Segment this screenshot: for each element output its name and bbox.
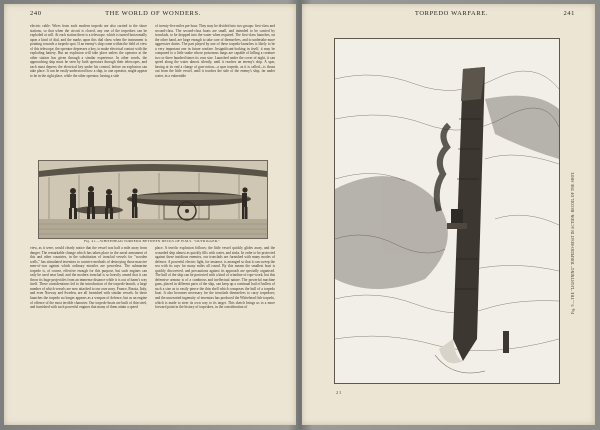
text-column-3	[30, 246, 147, 418]
right-page	[302, 4, 595, 425]
page-number: 240	[30, 10, 42, 17]
printer-signature: 2 I	[336, 390, 341, 395]
running-title: THE WORLD OF WONDERS.	[105, 10, 201, 17]
paragraph: electric cable. Wires from each modern torpedo are also carried to the shore stations, so that when the circuit is closed, any one of the torpedoes can be exploded at will. At each station there is a telescope, which is turned horizontally upon a kind of dial, and the marks upon this dial show when the instrument is pointing towards a torpedo spot. If an enemy's ship come within the field of view of this telescope, the operator depresses a key, to make electrical contact with the exploding battery. But an explosion will take place unless the operator at the other station has given through a similar experience. In other words, the approaching ship must be seen by both operators through their telescopes, and each must depress the electrical key under his control, before an explosion can take place. It can be easily understood how a ship, to one operator, might appear to be in the right place, while the other operator, having a side	[30, 24, 147, 79]
plate-caption	[562, 134, 574, 314]
plate-caption-text: Fig. 9.—THE "LIGHTNING" TORPEDO-BOAT IN ACTION: RECOIL OF THE SHOT.	[571, 171, 575, 314]
figure-caption: Fig. 41.—WHITEHEAD TORPEDO BETWEEN DECKS OF H.M.S. "OUTRIGGER."	[84, 239, 220, 243]
torpedo-boat-plate-illustration	[334, 38, 560, 384]
left-page-header	[30, 10, 276, 20]
left-page	[4, 4, 296, 425]
text-column-1	[30, 24, 147, 156]
text-column-4	[155, 246, 275, 418]
right-page-header	[328, 10, 575, 20]
running-title: TORPEDO WARFARE.	[414, 10, 489, 17]
torpedo-deck-illustration	[38, 160, 268, 239]
paragraph: view, as it were, would clearly notice that the vessel was half a mile away from danger. The remarkable change which has taken place in the naval armament of this and other countries, in the substitution of ironclad vessels for "wooden walls," has stimulated inventors to contrive methods of destroying those massive men-of-war against which ordinary missiles are powerless. The submarine torpedo is, of course, effective enough for this purpose, but such engines can only be used near land; and the modern ironclad is so heavily armed that it can throw its huge projectiles from an immense distance while it is out of harm's way itself. These considerations led to the introduction of the torpedo-launch, a large number of which vessels are now attached to our own navy. France, Russia, Italy, and even Norway and Sweden, are all furnished with similar vessels. In these launches the torpedo no longer appears as a weapon of defence, but as an engine of offence of the most terrible character. Our torpedo-boats are built of thin steel, and furnished with such powerful engines that many of them attain a speed	[30, 246, 147, 310]
page-number: 241	[563, 10, 575, 17]
paragraph: place. A terrific explosion follows; the little vessel quickly glides away, and the wounded ship almost as quickly fills with water, and sinks. In order to be protected against these insidious enemies, our ironclads are furnished with many modes of defence. A powerful electric light, for instance, is arranged so that it can sweep the sea with its rays for many miles all round. By this means the smallest boat is quickly discovered, and precautions against its approach are specially organised. The hull of the ship can be protected with a kind of crinoline of rope-work; but this defensive armour is of a cumbrous and ineffectual nature. The powerful machine guns, placed in different parts of the ship, can keep up a continual hail of bullets of such a size as to easily pierce the thin shell which composes the hull of a torpedo boat. It also becomes necessary for the ironclads themselves to carry torpedoes; and the unwearied ingenuity of inventors has produced the Whitehead fish-torpedo, which is made to steer its own way to its target. This sketch brings us to a more forward point in the history of torpedoes, in the consideration of	[155, 246, 275, 310]
text-column-2	[155, 24, 275, 156]
paragraph: of twenty-five miles per hour. They may be divided into two groups: first-class and second-class. The second-class boats are small, and intended to be carried by ironclads, to be dropped into the water when required. The first-class launches, on the other hand, are large enough to take care of themselves, and to undertake more aggressive duties. The part played by one of these torpedo-launches is likely to be a very important one in future warfare. Insignificant-looking in itself, it may be compared to a little snake whose poisonous fangs are capable of killing a creature two or three hundred times its own size. Launched under the cover of night, it can speed along the water almost silently, until it reaches an enemy's ship. A spar, having at its end a charge of gun-cotton—a spar torpedo, as it is called—is thrust out from the little vessel, until it touches the side of the enemy's ship, far under water, in a vulnerable	[155, 24, 275, 79]
